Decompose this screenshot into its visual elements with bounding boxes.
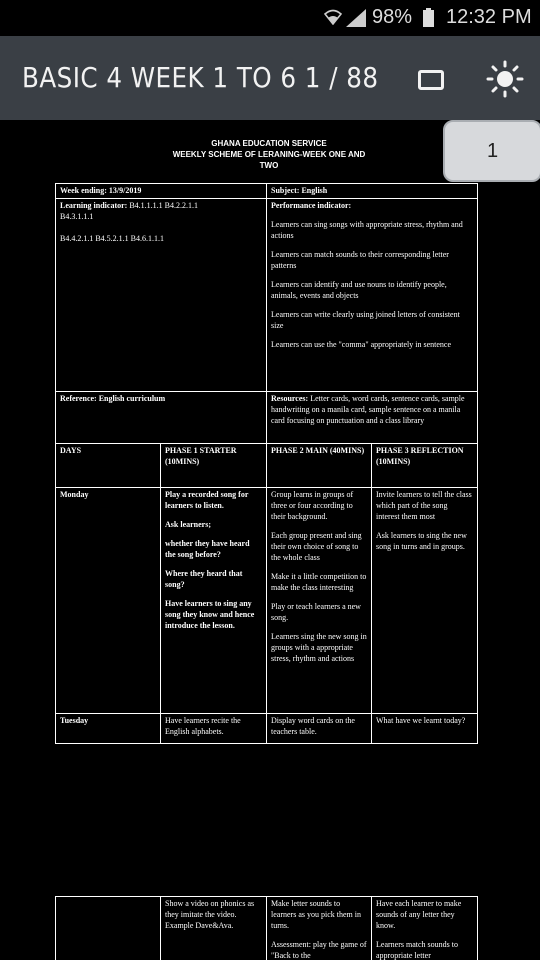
learning-indicator-codes: B4.1.1.1.1 B4.2.2.1.1 (127, 201, 199, 210)
monday-phase2 (267, 488, 372, 714)
monday-phase2-item: Make it a little competition to make the class interesting (271, 572, 367, 592)
learning-indicator-cell (56, 199, 267, 392)
monday-phase1-item: Play a recorded song for learners to listen. (165, 490, 249, 510)
week-ending-cell: Week ending: 13/9/2019 (56, 184, 267, 199)
day-tuesday: Tuesday (56, 714, 161, 744)
wifi-icon (324, 9, 342, 25)
subject-cell: Subject: English (267, 184, 478, 199)
monday-phase1-item: Have learners to sing any song they know and hence introduce the lesson. (165, 599, 255, 630)
signal-icon (346, 9, 366, 27)
col-days: DAYS (56, 444, 161, 488)
learning-indicator-label: Learning indicator: (60, 201, 128, 210)
page2-phase3-item: Have each learner to make sounds of any letter they know. (376, 899, 462, 930)
document-page (24, 893, 516, 960)
col-phase3: PHASE 3 REFLECTION (10MINS) (372, 444, 478, 488)
monday-phase2-item: Group learns in groups of three or four according to their background. (271, 490, 354, 521)
battery-percent: 98% (372, 6, 413, 28)
table-row (56, 392, 478, 444)
document-page (24, 126, 516, 766)
heading-line-3: TWO (259, 161, 279, 170)
learning-indicator-codes: B4.3.1.1.1 (60, 212, 94, 221)
table-row (56, 199, 478, 392)
tuesday-phase2: Display word cards on the teachers table. (267, 714, 372, 744)
col-phase1: PHASE 1 STARTER (10MINS) (161, 444, 267, 488)
page2-phase3-item: Learners match sounds to appropriate letter (376, 940, 458, 960)
resources-cell (267, 392, 478, 444)
reference-cell: Reference: English curriculum (56, 392, 267, 444)
performance-item: Learners can use the "comma" appropriately in sentence (271, 340, 452, 349)
battery-icon (423, 8, 434, 27)
page2-phase2 (267, 897, 372, 960)
page2-phase2-item: Assessment: play the game of "Back to the (271, 940, 367, 960)
monday-phase3 (372, 488, 478, 714)
monday-phase2-item: Learners sing the new song in groups with a appropriate stress, rhythm and actions (271, 632, 367, 663)
heading-line-1: GHANA EDUCATION SERVICE (211, 139, 327, 148)
performance-item: Learners can match sounds to their corresponding letter patterns (271, 250, 449, 270)
tuesday-phase1: Have learners recite the English alphabets. (161, 714, 267, 744)
table-row (56, 488, 478, 714)
monday-phase1 (161, 488, 267, 714)
performance-item: Learners can identify and use nouns to identify people, animals, events and objects (271, 280, 447, 300)
table-header-row (56, 444, 478, 488)
monday-phase1-item: whether they have heard the song before? (165, 539, 250, 559)
table-row (56, 897, 478, 960)
monday-phase1-item: Ask learners; (165, 520, 211, 529)
learning-indicator-codes: B4.4.2.1.1 B4.5.2.1.1 B4.6.1.1.1 (60, 234, 165, 243)
table-row (56, 714, 478, 744)
document-heading (144, 138, 394, 171)
performance-indicator-cell (267, 199, 478, 392)
monday-phase2-item: Play or teach learners a new song. (271, 602, 361, 622)
performance-item: Learners can write clearly using joined letters of consistent size (271, 310, 460, 330)
document-title: BASIC 4 WEEK 1 TO 6 1 / 88 (22, 61, 379, 94)
day-monday: Monday (56, 488, 161, 714)
tuesday-phase3: What have we learnt today? (372, 714, 478, 744)
resources-text: Letter cards, word cards, sentence cards, sample handwriting on a manila card, sample sentence on a manila card focusing on punctuation and a class library (271, 394, 465, 425)
page2-phase1: Show a video on phonics as they imitate the video. Example Dave&Ava. (161, 897, 267, 960)
resources-label: Resources: (271, 394, 309, 403)
status-bar (0, 0, 540, 36)
table-row (56, 184, 478, 199)
page-view-icon (418, 70, 444, 90)
page-view-button[interactable] (415, 66, 445, 92)
monday-phase3-item: Invite learners to tell the class which part of the song interest them most (376, 490, 472, 521)
reader-toolbar (0, 36, 540, 120)
day-cell (56, 897, 161, 960)
performance-item: Learners can sing songs with appropriate stress, rhythm and actions (271, 220, 463, 240)
brightness-icon[interactable] (486, 60, 524, 98)
page2-phase3 (372, 897, 478, 960)
monday-phase1-item: Where they heard that song? (165, 569, 243, 589)
monday-phase3-item: Ask learners to sing the new song in turns and in groups. (376, 531, 467, 551)
weekly-scheme-table (55, 183, 478, 744)
heading-line-2: WEEKLY SCHEME OF LERANING-WEEK ONE AND (172, 150, 366, 159)
col-phase2: PHASE 2 MAIN (40MINS) (267, 444, 372, 488)
clock: 12:32 PM (446, 6, 532, 28)
weekly-scheme-table (55, 896, 478, 960)
page2-phase2-item: Make letter sounds to learners as you pick them in turns. (271, 899, 361, 930)
performance-label: Performance indicator: (271, 201, 352, 210)
monday-phase2-item: Each group present and sing their own choice of song to the whole class (271, 531, 362, 562)
page-number-badge[interactable]: 1 (443, 120, 540, 182)
